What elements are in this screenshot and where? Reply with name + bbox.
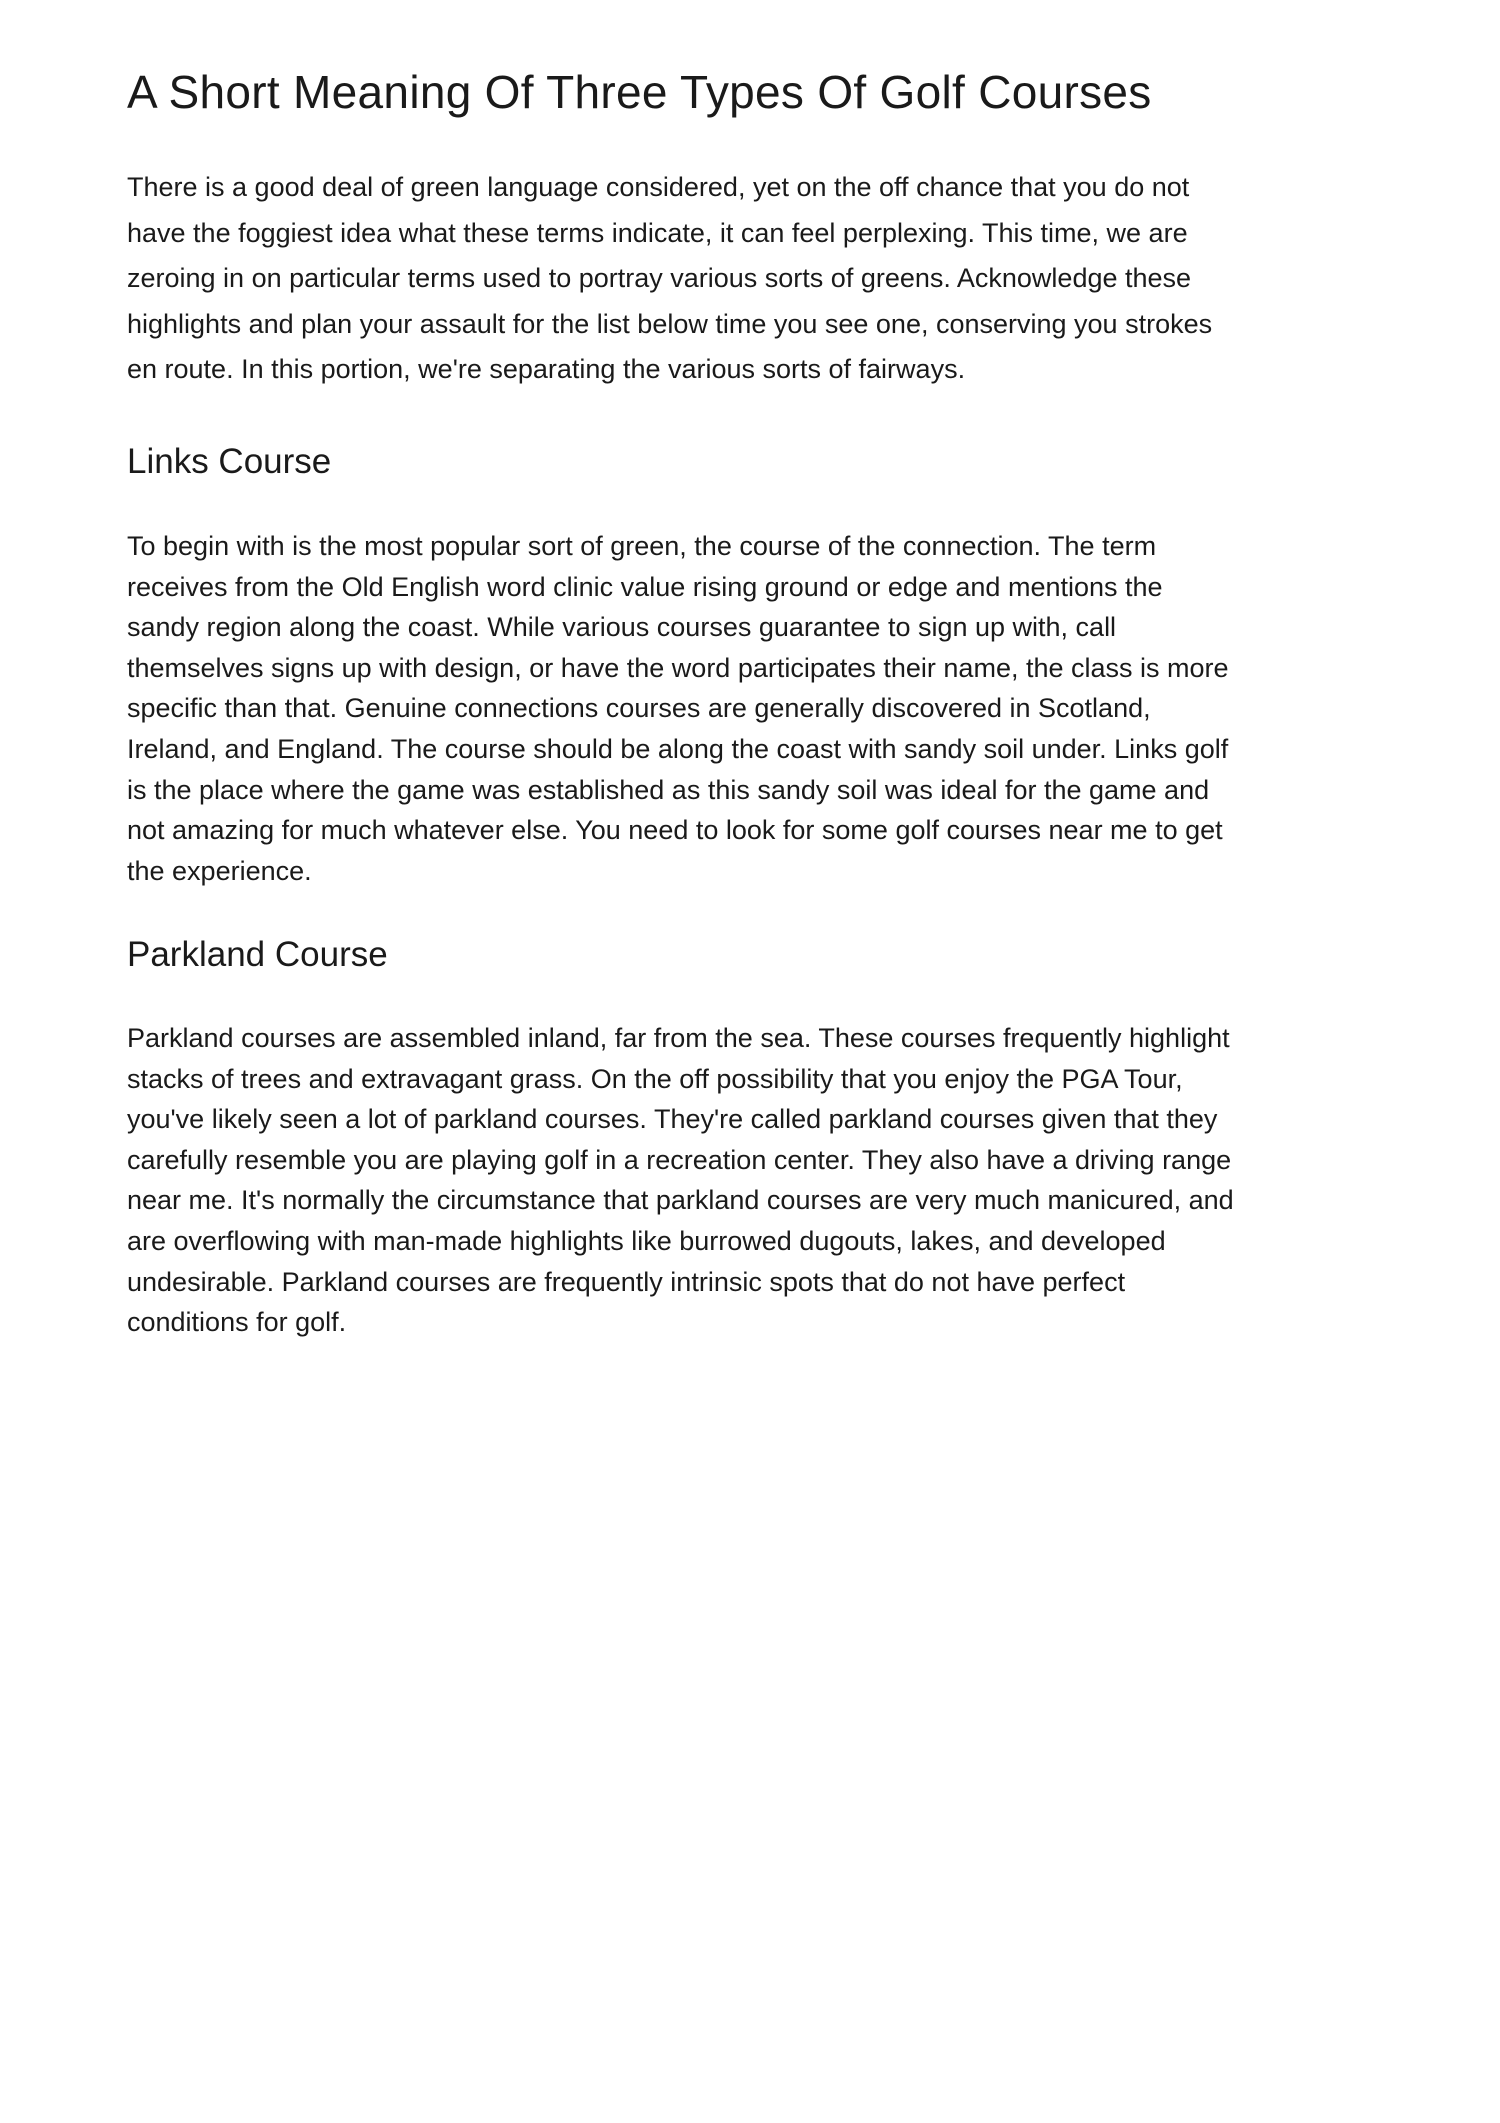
text-line: undesirable. Parkland courses are frequently intrinsic spots that do not have perfect <box>127 1266 1126 1297</box>
text-line: conditions for golf. <box>127 1307 347 1338</box>
text-line: receives from the Old English word clinic value rising ground or edge and mentions the <box>127 571 1163 602</box>
text-line: Parkland courses are assembled inland, far from the sea. These courses frequently highlight <box>127 1023 1230 1053</box>
text-line: near me. It's normally the circumstance that parkland courses are very much manicured, and <box>127 1185 1234 1216</box>
text-line: sandy region along the coast. While various courses guarantee to sign up with, call <box>127 612 1117 643</box>
text-line: specific than that. Genuine connections courses are generally discovered in Scotland, <box>127 693 1151 724</box>
text-line: not amazing for much whatever else. You need to look for some golf courses near me to get <box>127 815 1223 846</box>
text-line: is the place where the game was established as this sandy soil was ideal for the game and <box>127 774 1210 805</box>
text-line: Ireland, and England. The course should be along the coast with sandy soil under. Links golf <box>127 733 1229 764</box>
text-line: There is a good deal of green language considered, yet on the off chance that you do not <box>127 172 1190 202</box>
text-line: you've likely seen a lot of parkland courses. They're called parkland courses given that they <box>127 1104 1218 1135</box>
text-line: are overflowing with man-made highlights like burrowed dugouts, lakes, and developed <box>127 1225 1166 1256</box>
section-heading-links: Links Course <box>127 442 332 481</box>
section-heading-parkland: Parkland Course <box>127 935 388 974</box>
text-line: have the foggiest idea what these terms indicate, it can feel perplexing. This time, we are <box>127 217 1188 248</box>
text-line: themselves signs up with design, or have the word participates their name, the class is more <box>127 652 1229 683</box>
text-line: highlights and plan your assault for the list below time you see one, conserving you strokes <box>127 308 1213 339</box>
parkland-paragraph <box>127 1018 1234 1343</box>
text-line: stacks of trees and extravagant grass. On the off possibility that you enjoy the PGA Tour, <box>127 1063 1183 1094</box>
text-line: the experience. <box>127 855 312 886</box>
text-line: zeroing in on particular terms used to portray various sorts of greens. Acknowledge these <box>127 263 1192 293</box>
text-line: To begin with is the most popular sort of green, the course of the connection. The term <box>127 531 1157 561</box>
text-line: carefully resemble you are playing golf in a recreation center. They also have a driving range <box>127 1144 1232 1175</box>
page-title: A Short Meaning Of Three Types Of Golf Courses <box>127 66 1152 118</box>
text-line: en route. In this portion, we're separating the various sorts of fairways. <box>127 354 966 384</box>
links-paragraph <box>127 526 1229 891</box>
intro-paragraph <box>127 165 1212 393</box>
